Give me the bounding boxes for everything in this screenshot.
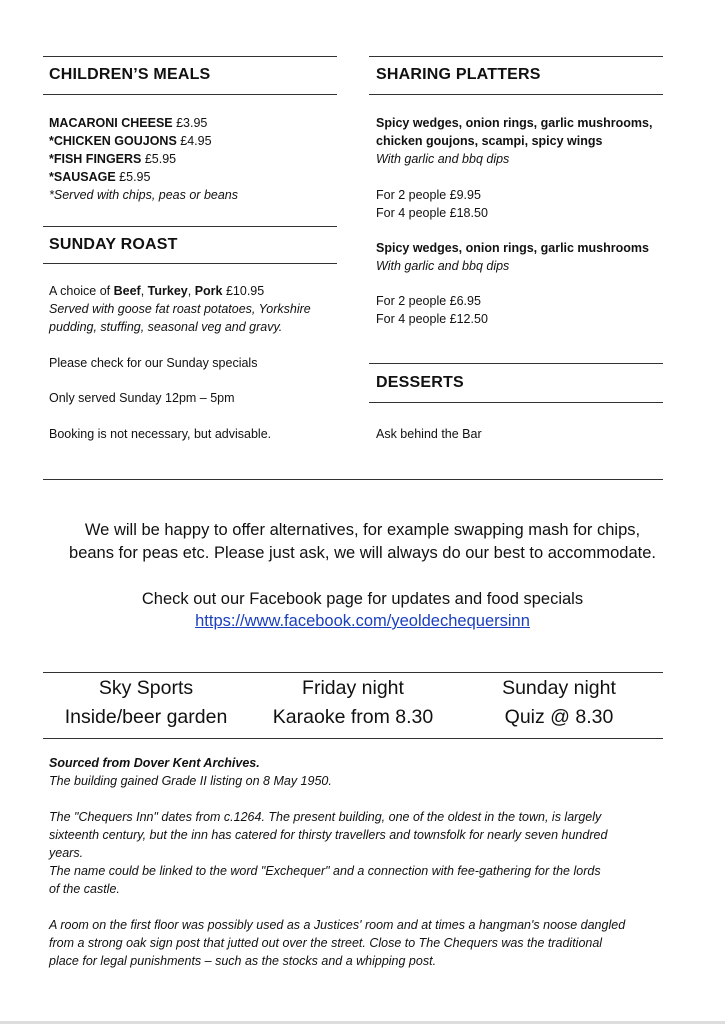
- sunday-roast-served: pudding, stuffing, seasonal veg and gravy.: [49, 320, 283, 334]
- platter-price: For 4 people £12.50: [376, 312, 488, 326]
- divider: [369, 363, 663, 364]
- children-meals-list: [49, 114, 339, 204]
- history-paragraph: of the castle.: [49, 882, 120, 896]
- history-source: Sourced from Dover Kent Archives.: [49, 756, 260, 770]
- history-paragraph: from a strong oak sign post that jutted out over the street. Close to The Chequers was the traditional: [49, 936, 603, 950]
- facebook-link-row: [0, 610, 725, 633]
- menu-item: MACARONI CHEESE £3.95: [49, 116, 208, 130]
- platter-name: Spicy wedges, onion rings, garlic mushrooms: [376, 241, 649, 255]
- desserts-title: DESSERTS: [376, 374, 464, 391]
- history-text: [49, 754, 661, 970]
- divider: [43, 479, 663, 480]
- sunday-roast-choice: A choice of Beef, Turkey, Pork £10.95: [49, 284, 265, 298]
- facebook-note: Check out our Facebook page for updates and food specials: [141, 590, 584, 608]
- menu-item: *FISH FINGERS £5.95: [49, 152, 177, 166]
- menu-item: *CHICKEN GOUJONS £4.95: [49, 134, 212, 148]
- sunday-hours: Only served Sunday 12pm – 5pm: [49, 391, 235, 405]
- divider: [43, 56, 337, 57]
- divider: [43, 94, 337, 95]
- event-friday-karaoke: Friday night Karaoke from 8.30: [272, 677, 434, 728]
- alternatives-notice: beans for peas etc. Please just ask, we will always do our best to accommodate.: [69, 544, 656, 562]
- history-paragraph: The "Chequers Inn" dates from c.1264. The present building, one of the oldest in the town, is largely: [49, 810, 602, 824]
- platter-name: chicken goujons, scampi, spicy wings: [376, 134, 603, 148]
- divider: [43, 672, 663, 673]
- facebook-link[interactable]: https://www.facebook.com/yeoldechequersinn: [195, 612, 530, 630]
- platter-price: For 2 people £9.95: [376, 188, 481, 202]
- divider: [43, 263, 337, 264]
- sunday-specials: Please check for our Sunday specials: [49, 356, 258, 370]
- menu-item: *SAUSAGE £5.95: [49, 170, 151, 184]
- sunday-roast-served: Served with goose fat roast potatoes, Yorkshire: [49, 302, 311, 316]
- history-paragraph: years.: [49, 846, 84, 860]
- event-sunday-quiz: Sunday night Quiz @ 8.30: [502, 677, 616, 728]
- sunday-booking: Booking is not necessary, but advisable.: [49, 427, 272, 441]
- sharing-platters-list: [376, 114, 666, 328]
- history-listing: The building gained Grade II listing on 8 May 1950.: [49, 774, 332, 788]
- platter-name: Spicy wedges, onion rings, garlic mushrooms,: [376, 116, 653, 130]
- alternatives-notice: We will be happy to offer alternatives, for example swapping mash for chips,: [84, 521, 641, 539]
- platter-dips: With garlic and bbq dips: [376, 152, 510, 166]
- event-sky-sports: Sky Sports Inside/beer garden: [64, 677, 228, 728]
- children-meals-title: CHILDREN’S MEALS: [49, 66, 211, 83]
- sunday-roast-details: [49, 282, 339, 443]
- children-meals-note: *Served with chips, peas or beans: [49, 188, 238, 202]
- history-paragraph: The name could be linked to the word "Exchequer" and a connection with fee-gathering for the lords: [49, 864, 601, 878]
- platter-price: For 2 people £6.95: [376, 294, 481, 308]
- sharing-platters-title: SHARING PLATTERS: [376, 66, 541, 83]
- desserts-text: Ask behind the Bar: [376, 427, 482, 441]
- platter-dips: With garlic and bbq dips: [376, 259, 510, 273]
- divider: [369, 94, 663, 95]
- divider: [369, 56, 663, 57]
- sunday-roast-title: SUNDAY ROAST: [49, 236, 178, 253]
- divider: [43, 738, 663, 739]
- divider: [43, 226, 337, 227]
- history-paragraph: place for legal punishments – such as the stocks and a whipping post.: [49, 954, 437, 968]
- platter-price: For 4 people £18.50: [376, 206, 488, 220]
- history-paragraph: sixteenth century, but the inn has catered for thirsty travellers and townsfolk for nearly seven hundred: [49, 828, 608, 842]
- history-paragraph: A room on the first floor was possibly used as a Justices' room and at times a hangman's noose dangled: [49, 918, 626, 932]
- divider: [369, 402, 663, 403]
